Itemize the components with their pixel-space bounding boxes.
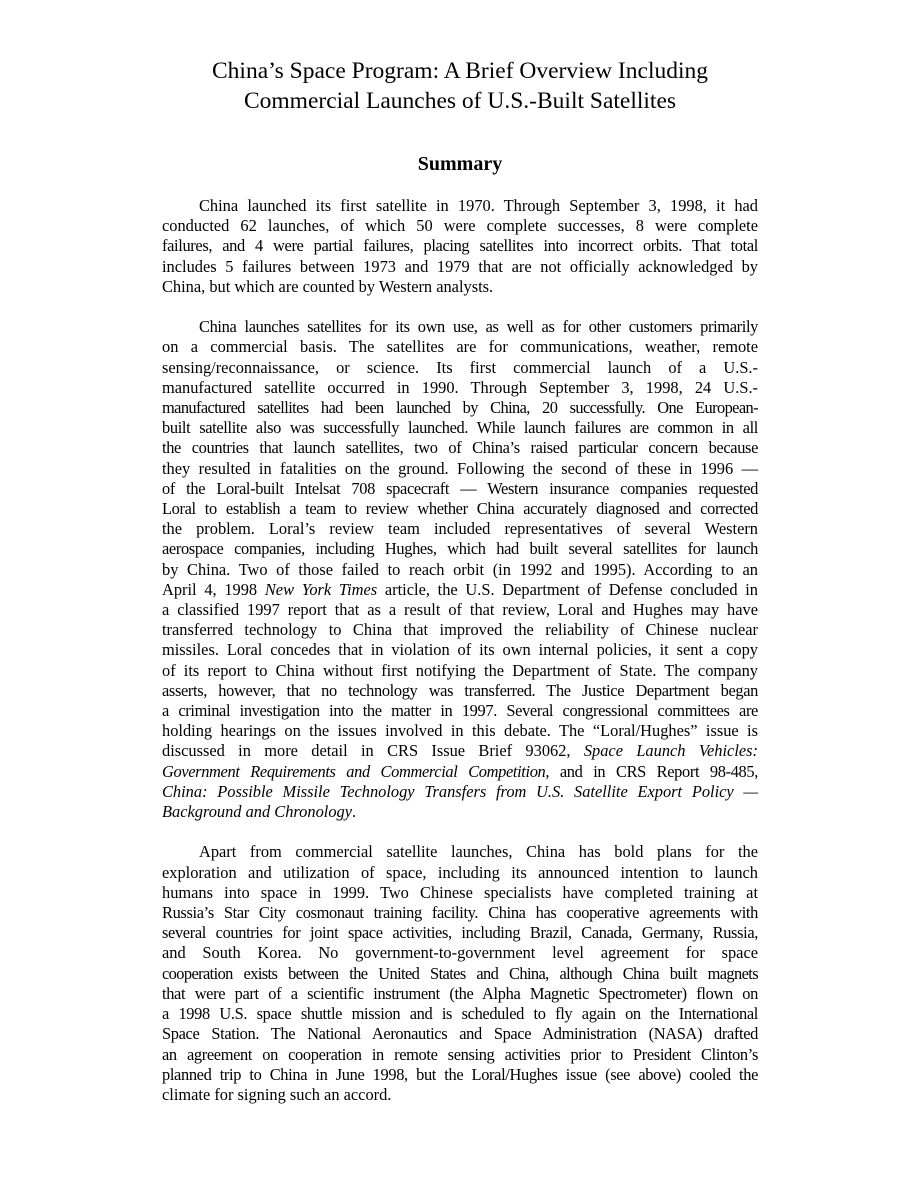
paragraph-3-line: and South Korea. No government-to-government level agreement for space [162, 943, 758, 963]
paragraph-2-line: asserts, however, that no technology was transferred. The Justice Department began [162, 680, 758, 700]
paragraph-2-line-ref3 [162, 782, 758, 802]
ref2-italic-title: Government Requirements and Commercial Competition [162, 761, 546, 781]
paragraph-3-line: several countries for joint space activities, including Brazil, Canada, Germany, Russia, [162, 923, 758, 943]
paragraph-3-line: an agreement on cooperation in remote sensing activities prior to President Clinton’s [162, 1044, 758, 1064]
title-line-1: China’s Space Program: A Brief Overview Including [211, 58, 708, 84]
summary-heading: Summary [417, 153, 503, 175]
paragraph-1-line: conducted 62 launches, of which 50 were complete successes, 8 were complete [162, 216, 758, 236]
paragraph-3-line: Russia’s Star City cosmonaut training facility. China has cooperative agreements with [162, 903, 758, 923]
paragraph-2-line: by China. Two of those failed to reach orbit (in 1992 and 1995). According to an [162, 559, 758, 579]
paragraph-2-line: transferred technology to China that improved the reliability of Chinese nuclear [162, 620, 758, 640]
paragraph-1-line: China, but which are counted by Western analysts. [162, 276, 494, 296]
paragraph-2-line: the problem. Loral’s review team included representatives of several Western [162, 519, 758, 539]
paragraph-3-line: a 1998 U.S. space shuttle mission and is scheduled to fly again on the International [162, 1004, 758, 1024]
paragraph-3-line: cooperation exists between the United States and China, although China built magnets [162, 963, 758, 983]
paragraph-3-line: climate for signing such an accord. [162, 1084, 392, 1104]
paragraph-3-line: Apart from commercial satellite launches, China has bold plans for the [199, 842, 758, 862]
paragraph-1-line: failures, and 4 were partial failures, placing satellites into incorrect orbits. That total [162, 236, 758, 256]
paragraph-3-line: planned trip to China in June 1998, but the Loral/Hughes issue (see above) cooled the [162, 1064, 758, 1084]
nyt-pre-text: April 4, 1998 [162, 579, 265, 599]
ref1-italic-title: Space Launch Vehicles: [583, 741, 758, 761]
paragraph-2-line: of its report to China without first notifying the Department of State. The company [162, 660, 758, 680]
document-title [120, 56, 800, 116]
ref1-pre-text: discussed in more detail in CRS Issue Brief 93062, [162, 741, 584, 761]
paragraph-2-line: a classified 1997 report that as a result of that review, Loral and Hughes may have [162, 600, 758, 620]
nyt-post-text: article, the U.S. Department of Defense concluded in [377, 579, 758, 599]
title-line-2: Commercial Launches of U.S.-Built Satellites [243, 88, 677, 114]
paragraph-2-line: they resulted in fatalities on the ground. Following the second of these in 1996 — [162, 458, 758, 478]
paragraph-2 [162, 317, 758, 822]
paragraph-2-line: built satellite also was successfully launched. While launch failures are common in all [162, 418, 758, 438]
paragraph-3-line: that were part of a scientific instrument (the Alpha Magnetic Spectrometer) flown on [162, 983, 758, 1003]
summary-body [162, 196, 758, 1125]
paragraph-2-line: manufactured satellites had been launched by China, 20 successfully. One European- [162, 398, 758, 418]
paragraph-3-line: Space Station. The National Aeronautics and Space Administration (NASA) drafted [162, 1024, 758, 1044]
paragraph-2-line: holding hearings on the issues involved in this debate. The “Loral/Hughes” issue is [162, 721, 758, 741]
paragraph-2-line-ref4 [162, 802, 758, 822]
paragraph-1-line: China launched its first satellite in 1970. Through September 3, 1998, it had [199, 196, 758, 215]
ref4-italic-title: Background and Chronology [162, 802, 352, 822]
paragraph-2-line-ref1 [162, 741, 758, 761]
paragraph-2-line-ref2 [162, 762, 758, 782]
paragraph-3 [162, 842, 758, 1105]
paragraph-2-line: a criminal investigation into the matter in 1997. Several congressional committees are [162, 701, 758, 721]
nyt-italic-title: New York Times [264, 579, 378, 599]
ref2-post-text: , and in CRS Report 98-485, [545, 761, 758, 781]
paragraph-2-line-nyt [162, 580, 758, 600]
paragraph-2-line: Loral to establish a team to review whether China accurately diagnosed and corrected [162, 499, 758, 519]
paragraph-1 [162, 196, 758, 297]
paragraph-3-line: humans into space in 1999. Two Chinese specialists have completed training at [162, 882, 758, 902]
paragraph-2-line: missiles. Loral concedes that in violation of its own internal policies, it sent a copy [162, 640, 758, 660]
ref3-italic-title: China: Possible Missile Technology Transfers from U.S. Satellite Export Policy — [162, 781, 758, 801]
paragraph-1-line: includes 5 failures between 1973 and 1979 that are not officially acknowledged by [162, 256, 758, 276]
paragraph-2-line: on a commercial basis. The satellites are for communications, weather, remote [162, 337, 758, 357]
paragraph-2-line: aerospace companies, including Hughes, which had built several satellites for launch [162, 539, 758, 559]
ref4-post-text: . [352, 802, 357, 822]
paragraph-3-line: exploration and utilization of space, including its announced intention to launch [162, 862, 758, 882]
paragraph-2-line: the countries that launch satellites, two of China’s raised particular concern because [162, 438, 758, 458]
paragraph-2-line: China launches satellites for its own use, as well as for other customers primarily [199, 317, 758, 337]
paragraph-2-line: manufactured satellite occurred in 1990. Through September 3, 1998, 24 U.S.- [162, 377, 758, 397]
paragraph-2-line: sensing/reconnaissance, or science. Its first commercial launch of a U.S.- [162, 357, 758, 377]
paragraph-2-line: of the Loral-built Intelsat 708 spacecraft — Western insurance companies requested [162, 478, 758, 498]
